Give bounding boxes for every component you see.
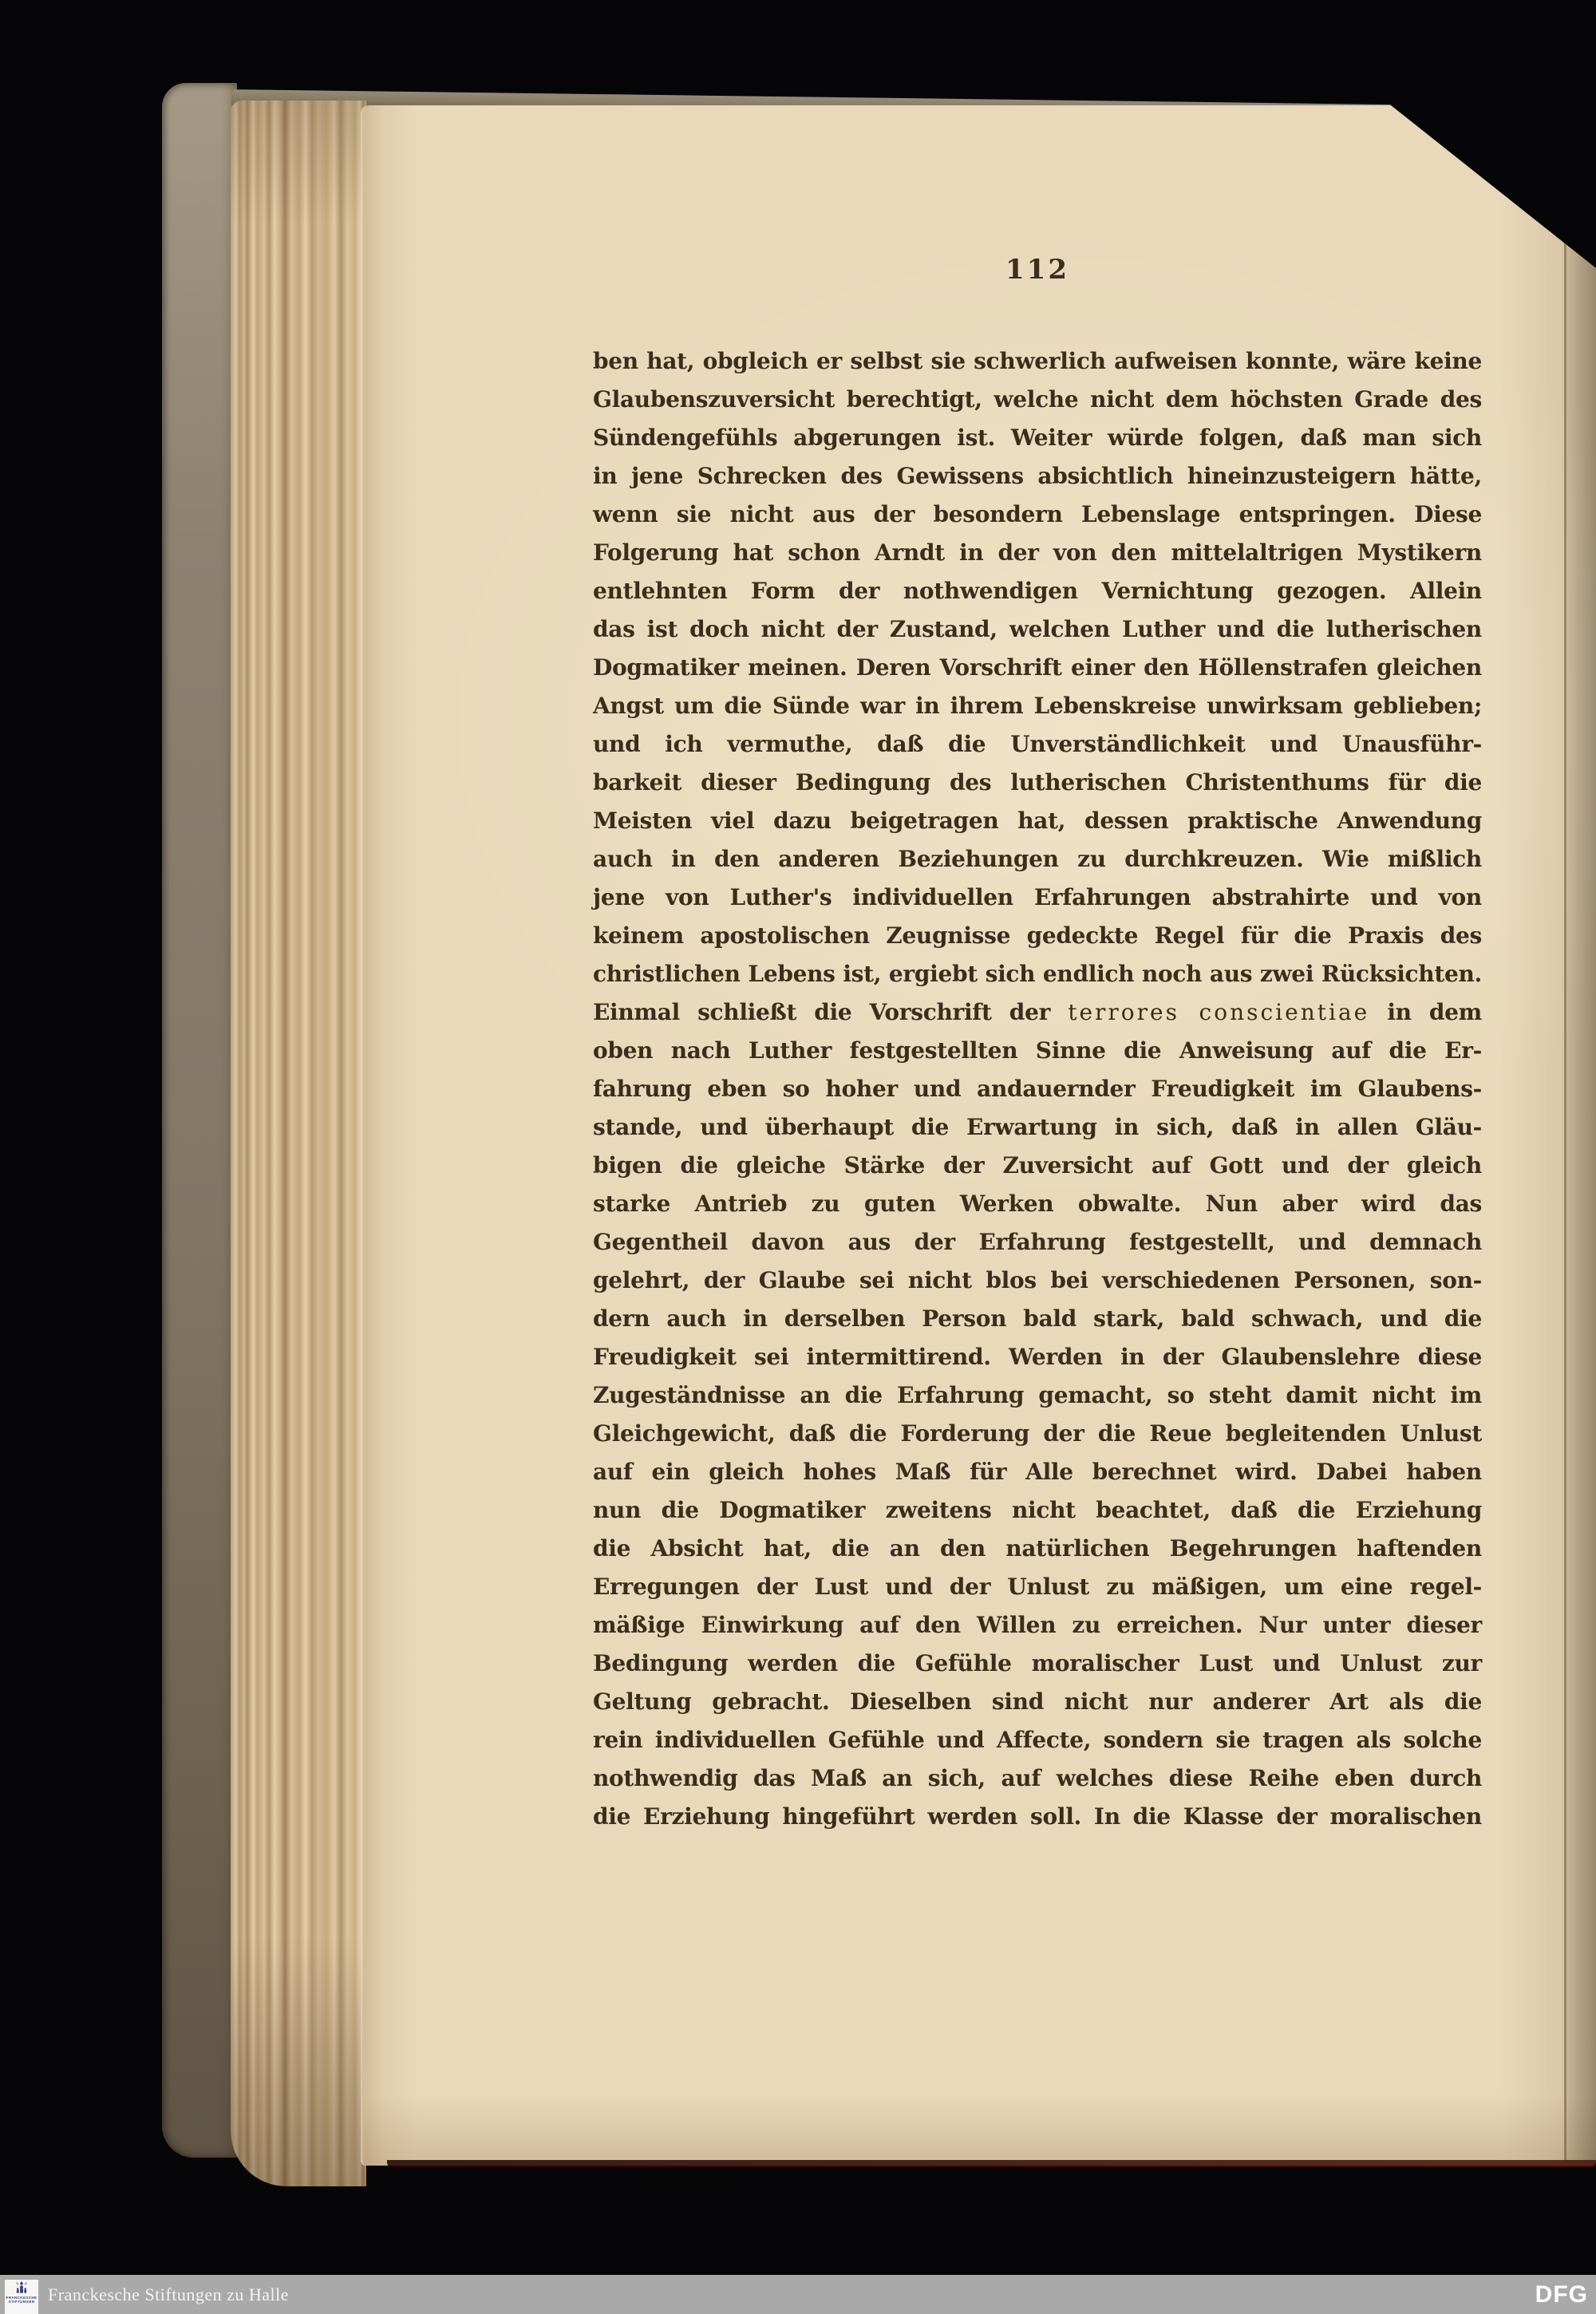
text-line: Angst um die Sünde war in ihrem Lebenskreise unwirksam geblieben;: [593, 693, 1482, 719]
text-line: rein individuellen Gefühle und Affecte, sondern sie tragen als solche: [593, 1727, 1482, 1753]
text-line: die Absicht hat, die an den natürlichen Begehrungen haftenden: [593, 1535, 1482, 1562]
text-line: barkeit dieser Bedingung des lutherischen Christenthums für die: [593, 769, 1482, 796]
text-line: entlehnten Form der nothwendigen Vernichtung gezogen. Allein: [593, 578, 1482, 604]
text-line: Meisten viel dazu beigetragen hat, dessen praktische Anwendung: [593, 808, 1482, 834]
text-line: Zugeständnisse an die Erfahrung gemacht, so steht damit nicht im: [593, 1382, 1482, 1408]
text-line: Dogmatiker meinen. Deren Vorschrift einer den Höllenstrafen gleichen: [593, 654, 1482, 681]
text-line: Freudigkeit sei intermittirend. Werden in der Glaubenslehre diese: [593, 1344, 1482, 1370]
text-line: stande, und überhaupt die Erwartung in sich, daß in allen Gläu-: [593, 1114, 1482, 1140]
text-line: gelehrt, der Glaube sei nicht blos bei verschiedenen Personen, son-: [593, 1267, 1482, 1293]
logo-caption-line1: FRANCKESCHE: [6, 2296, 38, 2300]
text-line: wenn sie nicht aus der besondern Lebenslage entspringen. Diese: [593, 501, 1482, 527]
text-line: auf ein gleich hohes Maß für Alle berechnet wird. Dabei haben: [593, 1459, 1482, 1485]
gutter-shadow: [1566, 128, 1596, 2164]
text-line: starke Antrieb zu guten Werken obwalte. Nun aber wird das: [593, 1191, 1482, 1217]
text-line: jene von Luther's individuellen Erfahrungen abstrahirte und von: [593, 884, 1482, 910]
text-line: Glaubenszuversicht berechtigt, welche nicht dem höchsten Grade des: [593, 386, 1482, 413]
text-line: Gegentheil davon aus der Erfahrung festgestellt, und demnach: [593, 1229, 1482, 1255]
text-line: Erregungen der Lust und der Unlust zu mäßigen, um eine regel-: [593, 1574, 1482, 1600]
text-line: keinem apostolischen Zeugnisse gedeckte Regel für die Praxis des: [593, 922, 1482, 949]
institution-logo-box: [5, 2280, 38, 2314]
text-line: auch in den anderen Beziehungen zu durchkreuzen. Wie mißlich: [593, 846, 1482, 872]
viewer-footer: [0, 2275, 1596, 2314]
text-line: das ist doch nicht der Zustand, welchen Luther und die lutherischen: [593, 616, 1482, 642]
text-line: dern auch in derselben Person bald stark, bald schwach, und die: [593, 1305, 1482, 1332]
text-line: christlichen Lebens ist, ergiebt sich endlich noch aus zwei Rücksichten.: [593, 961, 1482, 987]
gutter-crease: [1564, 155, 1566, 2162]
text-line: die Erziehung hingeführt werden soll. In die Klasse der moralischen: [593, 1803, 1482, 1830]
text-line: und ich vermuthe, daß die Unverständlichkeit und Unausführ-: [593, 731, 1482, 757]
latin-phrase: terrores conscientiae: [1068, 999, 1370, 1025]
text-line: Gleichgewicht, daß die Forderung der die Reue begleitenden Unlust: [593, 1420, 1482, 1447]
text-line: mäßige Einwirkung auf den Willen zu erreichen. Nur unter dieser: [593, 1612, 1482, 1638]
text-line: Folgerung hat schon Arndt in der von den mittelaltrigen Mystikern: [593, 539, 1482, 566]
franckesche-emblem-icon: [14, 2281, 30, 2296]
book-cover-left-edge: [162, 83, 237, 2158]
text-block: [593, 342, 1482, 1836]
text-line: Bedingung werden die Gefühle moralischer Lust und Unlust zur: [593, 1650, 1482, 1676]
text-line: Geltung gebracht. Dieselben sind nicht nur anderer Art als die: [593, 1688, 1482, 1715]
text-line: Sündengefühls abgerungen ist. Weiter würde folgen, daß man sich: [593, 424, 1482, 451]
text-line: ben hat, obgleich er selbst sie schwerlich aufweisen konnte, wäre keine: [593, 348, 1482, 374]
logo-caption-line2: STIFTUNGEN: [8, 2300, 35, 2304]
text-line: oben nach Luther festgestellten Sinne die Anweisung auf die Er-: [593, 1037, 1482, 1064]
dfg-logo: DFG: [1535, 2281, 1588, 2308]
book-page: [363, 105, 1596, 2166]
page-edge-stack: [231, 101, 366, 2186]
text-line: nun die Dogmatiker zweitens nicht beachtet, daß die Erziehung: [593, 1497, 1482, 1523]
text-line: bigen die gleiche Stärke der Zuversicht auf Gott und der gleich: [593, 1152, 1482, 1179]
page-number: 112: [1005, 254, 1069, 286]
text-line: Einmal schließt die Vorschrift der terrores conscientiae in dem: [593, 999, 1482, 1025]
text-line: in jene Schrecken des Gewissens absichtlich hineinzusteigern hätte,: [593, 463, 1482, 489]
text-line: fahrung eben so hoher und andauernder Freudigkeit im Glaubens-: [593, 1076, 1482, 1102]
institution-name: Franckesche Stiftungen zu Halle: [48, 2284, 290, 2304]
text-line: nothwendig das Maß an sich, auf welches diese Reihe eben durch: [593, 1765, 1482, 1791]
